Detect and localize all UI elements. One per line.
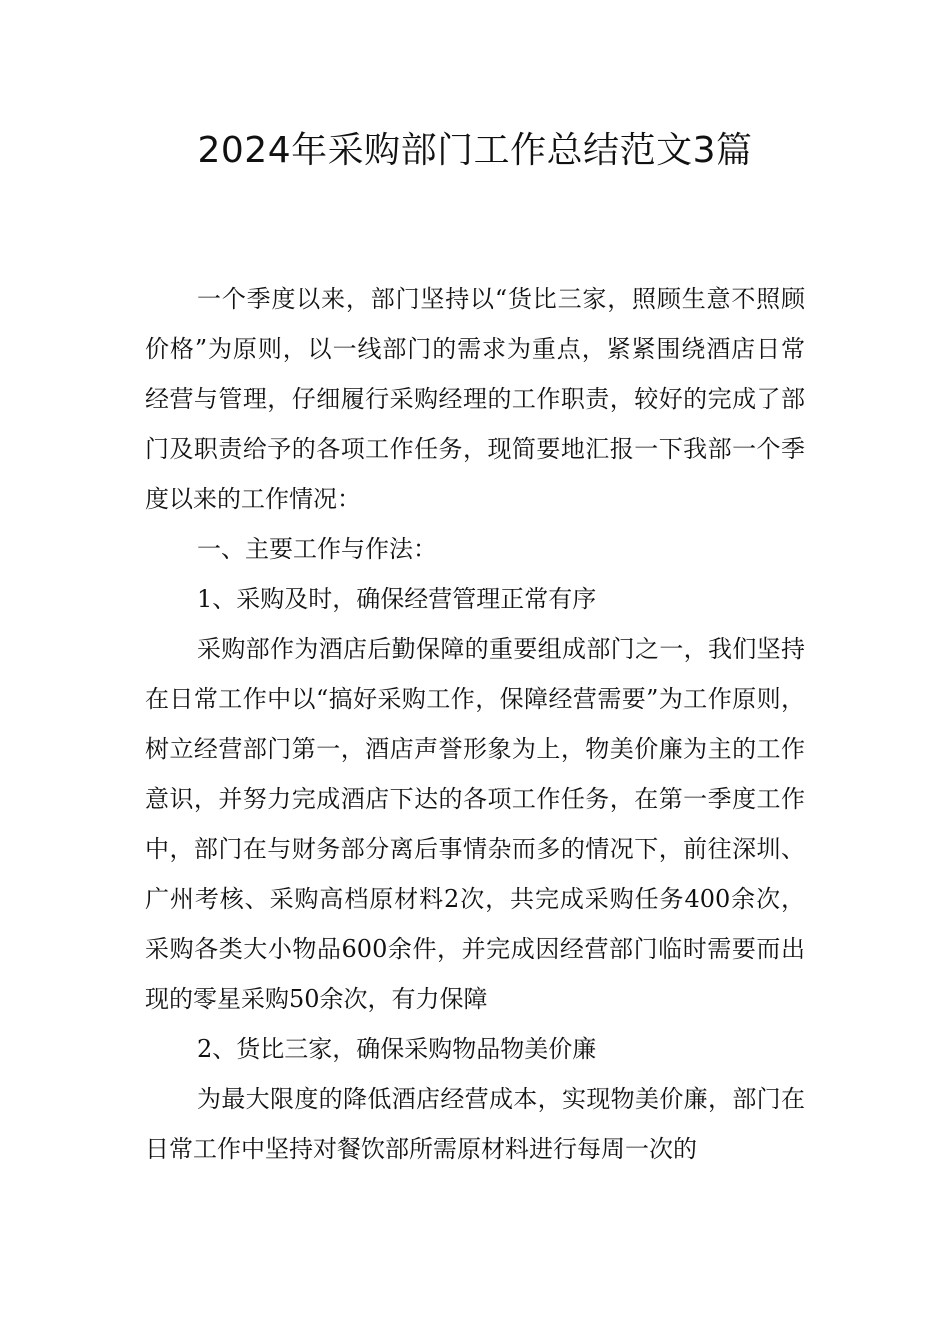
subheading-timely-purchase: 1、采购及时，确保经营管理正常有序: [197, 585, 597, 613]
document-title: 2024年采购部门工作总结范文3篇: [197, 130, 753, 171]
document-body: [145, 274, 805, 1174]
subheading-compare-prices: 2、货比三家，确保采购物品物美价廉: [197, 1035, 597, 1063]
paragraph-purchase-dept: 采购部作为酒店后勤保障的重要组成部门之一，我们坚持在日常工作中以“搞好采购工作，保障经营需要”为工作原则，树立经营部门第一，酒店声誉形象为上，物美价廉为主的工作意识，并努力完成酒店下达的各项工作任务，在第一季度工作中，部门在与财务部分离后事情杂而多的情况下，前往深圳、广州考核、采购高档原材料2次，共完成采购任务400余次，采购各类大小物品600余件，并完成因经营部门临时需要而出现的零星采购50余次，有力保障: [145, 635, 805, 1013]
section-heading-main-work: 一、主要工作与作法：: [197, 535, 437, 563]
paragraph-cost-reduction: 为最大限度的降低酒店经营成本，实现物美价廉，部门在日常工作中坚持对餐饮部所需原材料进行每周一次的: [145, 1085, 805, 1163]
paragraph-intro: 一个季度以来，部门坚持以“货比三家，照顾生意不照顾价格”为原则，以一线部门的需求为重点，紧紧围绕酒店日常经营与管理，仔细履行采购经理的工作职责，较好的完成了部门及职责给予的各项工作任务，现简要地汇报一下我部一个季度以来的工作情况：: [145, 285, 805, 513]
